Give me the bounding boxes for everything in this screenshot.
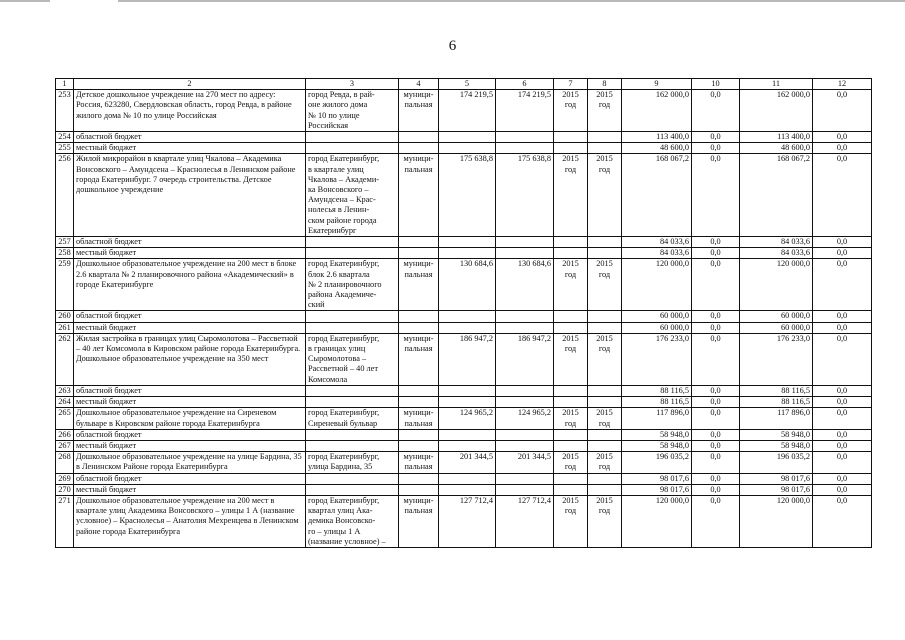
funding-regional-cell: 48 600,0 [740, 143, 813, 154]
estimated-cost-cell [439, 322, 496, 333]
estimated-cost-total-cell [496, 237, 554, 248]
header-cell: 2 [74, 79, 306, 90]
estimated-cost-cell [439, 484, 496, 495]
funding-other-cell: 0,0 [813, 333, 872, 385]
estimated-cost-total-cell: 174 219,5 [496, 90, 554, 132]
table-row [56, 333, 872, 385]
funding-regional-cell: 196 035,2 [740, 452, 813, 473]
funding-other-cell: 0,0 [813, 322, 872, 333]
estimated-cost-total-cell: 186 947,2 [496, 333, 554, 385]
funding-total-cell: 84 033,6 [622, 248, 692, 259]
estimated-cost-total-cell [496, 311, 554, 322]
funding-other-cell: 0,0 [813, 90, 872, 132]
funding-total-cell: 120 000,0 [622, 259, 692, 311]
row-number-cell: 270 [56, 484, 74, 495]
header-cell: 12 [813, 79, 872, 90]
funding-other-cell: 0,0 [813, 484, 872, 495]
construction-end-cell: 2015 год [588, 90, 622, 132]
estimated-cost-total-cell: 127 712,4 [496, 495, 554, 547]
construction-end-cell: 2015 год [588, 495, 622, 547]
row-number-cell: 255 [56, 143, 74, 154]
object-description-cell: областной бюджет [74, 311, 306, 322]
funding-other-cell: 0,0 [813, 408, 872, 429]
construction-end-cell: 2015 год [588, 154, 622, 237]
object-description-cell: областной бюджет [74, 132, 306, 143]
row-number-cell: 263 [56, 385, 74, 396]
funding-regional-cell: 117 896,0 [740, 408, 813, 429]
object-description-cell: местный бюджет [74, 440, 306, 451]
funding-regional-cell: 84 033,6 [740, 237, 813, 248]
header-cell: 1 [56, 79, 74, 90]
ownership-type-cell [399, 322, 439, 333]
estimated-cost-total-cell: 124 965,2 [496, 408, 554, 429]
scan-top-edge [118, 0, 905, 2]
header-cell: 6 [496, 79, 554, 90]
construction-start-cell: 2015 год [554, 154, 588, 237]
construction-end-cell [588, 237, 622, 248]
estimated-cost-total-cell [496, 248, 554, 259]
funding-other-cell: 0,0 [813, 259, 872, 311]
row-number-cell: 254 [56, 132, 74, 143]
funding-other-cell: 0,0 [813, 429, 872, 440]
table-row [56, 385, 872, 396]
funding-total-cell: 117 896,0 [622, 408, 692, 429]
budget-table [55, 78, 872, 548]
funding-other-cell: 0,0 [813, 495, 872, 547]
construction-start-cell: 2015 год [554, 333, 588, 385]
estimated-cost-cell [439, 237, 496, 248]
funding-other-cell: 0,0 [813, 248, 872, 259]
funding-other-cell: 0,0 [813, 385, 872, 396]
object-location-cell [306, 237, 399, 248]
object-description-cell: Жилая застройка в границах улиц Сыромолотова – Рассветной – 40 лет Комсомола в Кировском районе города Екатеринбурга. Дошкольное образовательное учреждение на 350 мест [74, 333, 306, 385]
object-description-cell: областной бюджет [74, 385, 306, 396]
construction-end-cell [588, 385, 622, 396]
funding-other-cell: 0,0 [813, 143, 872, 154]
funding-total-cell: 168 067,2 [622, 154, 692, 237]
funding-federal-cell: 0,0 [692, 333, 740, 385]
funding-regional-cell: 58 948,0 [740, 429, 813, 440]
ownership-type-cell: муници- пальная [399, 259, 439, 311]
ownership-type-cell: муници- пальная [399, 90, 439, 132]
funding-federal-cell: 0,0 [692, 90, 740, 132]
object-location-cell: город Екатеринбург, в границах улиц Сыромолотова – Рассветной – 40 лет Комсомола [306, 333, 399, 385]
object-description-cell: Дошкольное образовательное учреждение на 200 мест в квартале улиц Академика Вонсовского – улицы 1 А (название условное) – Краснолесья – Анатолия Мехренцева в Ленинском районе города Екатеринбурга [74, 495, 306, 547]
ownership-type-cell [399, 440, 439, 451]
estimated-cost-cell [439, 311, 496, 322]
construction-end-cell [588, 484, 622, 495]
ownership-type-cell [399, 484, 439, 495]
table-row [56, 484, 872, 495]
header-cell: 9 [622, 79, 692, 90]
header-cell: 10 [692, 79, 740, 90]
estimated-cost-total-cell [496, 397, 554, 408]
estimated-cost-total-cell [496, 385, 554, 396]
estimated-cost-cell: 174 219,5 [439, 90, 496, 132]
estimated-cost-cell [439, 397, 496, 408]
funding-regional-cell: 113 400,0 [740, 132, 813, 143]
object-location-cell: город Екатеринбург, в квартале улиц Чкалова – Академи- ка Вонсовского – Амундсена – Крас- нолесья в Ленин- ском районе города Екатеринбург [306, 154, 399, 237]
object-description-cell: местный бюджет [74, 484, 306, 495]
row-number-cell: 266 [56, 429, 74, 440]
funding-other-cell: 0,0 [813, 397, 872, 408]
funding-total-cell: 48 600,0 [622, 143, 692, 154]
table-row [56, 154, 872, 237]
funding-regional-cell: 98 017,6 [740, 473, 813, 484]
row-number-cell: 269 [56, 473, 74, 484]
row-number-cell: 261 [56, 322, 74, 333]
row-number-cell: 267 [56, 440, 74, 451]
ownership-type-cell: муници- пальная [399, 452, 439, 473]
object-location-cell [306, 484, 399, 495]
funding-total-cell: 162 000,0 [622, 90, 692, 132]
construction-end-cell [588, 311, 622, 322]
object-location-cell [306, 248, 399, 259]
funding-regional-cell: 84 033,6 [740, 248, 813, 259]
scan-top-edge [0, 0, 50, 2]
estimated-cost-cell: 175 638,8 [439, 154, 496, 237]
object-location-cell [306, 143, 399, 154]
construction-end-cell [588, 429, 622, 440]
estimated-cost-cell: 124 965,2 [439, 408, 496, 429]
ownership-type-cell [399, 248, 439, 259]
construction-end-cell: 2015 год [588, 452, 622, 473]
construction-start-cell [554, 397, 588, 408]
construction-start-cell: 2015 год [554, 259, 588, 311]
funding-other-cell: 0,0 [813, 440, 872, 451]
header-cell: 4 [399, 79, 439, 90]
ownership-type-cell [399, 385, 439, 396]
estimated-cost-total-cell: 175 638,8 [496, 154, 554, 237]
construction-start-cell [554, 132, 588, 143]
funding-other-cell: 0,0 [813, 154, 872, 237]
estimated-cost-total-cell [496, 473, 554, 484]
funding-federal-cell: 0,0 [692, 311, 740, 322]
ownership-type-cell [399, 429, 439, 440]
funding-federal-cell: 0,0 [692, 132, 740, 143]
object-location-cell [306, 473, 399, 484]
funding-federal-cell: 0,0 [692, 154, 740, 237]
header-cell: 7 [554, 79, 588, 90]
estimated-cost-total-cell [496, 440, 554, 451]
funding-other-cell: 0,0 [813, 237, 872, 248]
ownership-type-cell [399, 311, 439, 322]
construction-start-cell: 2015 год [554, 90, 588, 132]
estimated-cost-cell: 201 344,5 [439, 452, 496, 473]
construction-start-cell: 2015 год [554, 495, 588, 547]
construction-end-cell: 2015 год [588, 259, 622, 311]
object-description-cell: местный бюджет [74, 322, 306, 333]
object-location-cell: город Екатеринбург, блок 2.6 квартала № 2 планировочного района Академиче- ский [306, 259, 399, 311]
funding-total-cell: 176 233,0 [622, 333, 692, 385]
construction-start-cell [554, 143, 588, 154]
funding-federal-cell: 0,0 [692, 473, 740, 484]
row-number-cell: 268 [56, 452, 74, 473]
construction-start-cell [554, 311, 588, 322]
funding-federal-cell: 0,0 [692, 248, 740, 259]
object-location-cell [306, 429, 399, 440]
funding-total-cell: 60 000,0 [622, 322, 692, 333]
object-location-cell: город Екатеринбург, улица Бардина, 35 [306, 452, 399, 473]
funding-total-cell: 98 017,6 [622, 484, 692, 495]
funding-regional-cell: 168 067,2 [740, 154, 813, 237]
estimated-cost-cell [439, 473, 496, 484]
estimated-cost-cell [439, 385, 496, 396]
table-row [56, 440, 872, 451]
funding-other-cell: 0,0 [813, 132, 872, 143]
construction-start-cell: 2015 год [554, 408, 588, 429]
ownership-type-cell [399, 143, 439, 154]
table-row [56, 90, 872, 132]
ownership-type-cell: муници- пальная [399, 408, 439, 429]
funding-federal-cell: 0,0 [692, 237, 740, 248]
estimated-cost-total-cell [496, 484, 554, 495]
estimated-cost-cell: 127 712,4 [439, 495, 496, 547]
estimated-cost-total-cell [496, 429, 554, 440]
construction-start-cell [554, 484, 588, 495]
construction-start-cell [554, 237, 588, 248]
estimated-cost-cell: 186 947,2 [439, 333, 496, 385]
funding-total-cell: 196 035,2 [622, 452, 692, 473]
table-row [56, 259, 872, 311]
object-location-cell: город Екатеринбург, Сиреневый бульвар [306, 408, 399, 429]
table-row [56, 408, 872, 429]
header-cell: 3 [306, 79, 399, 90]
funding-regional-cell: 60 000,0 [740, 311, 813, 322]
row-number-cell: 256 [56, 154, 74, 237]
page-number: 6 [448, 38, 457, 54]
object-location-cell [306, 311, 399, 322]
table-row [56, 322, 872, 333]
funding-regional-cell: 176 233,0 [740, 333, 813, 385]
object-description-cell: Детское дошкольное учреждение на 270 мест по адресу: Россия, 623280, Свердловская область, город Ревда, в районе жилого дома № 10 по улице Российская [74, 90, 306, 132]
funding-federal-cell: 0,0 [692, 143, 740, 154]
funding-federal-cell: 0,0 [692, 452, 740, 473]
object-description-cell: Дошкольное образовательное учреждение на улице Бардина, 35 в Ленинском Районе города Екатеринбурга [74, 452, 306, 473]
table-row [56, 311, 872, 322]
funding-regional-cell: 60 000,0 [740, 322, 813, 333]
estimated-cost-total-cell: 201 344,5 [496, 452, 554, 473]
funding-federal-cell: 0,0 [692, 322, 740, 333]
table-row [56, 397, 872, 408]
row-number-cell: 257 [56, 237, 74, 248]
object-description-cell: Дошкольное образовательное учреждение на 200 мест в блоке 2.6 квартала № 2 планировочного района «Академический» в городе Екатеринбурге [74, 259, 306, 311]
estimated-cost-total-cell [496, 132, 554, 143]
table-row [56, 495, 872, 547]
funding-total-cell: 58 948,0 [622, 429, 692, 440]
funding-regional-cell: 88 116,5 [740, 397, 813, 408]
funding-total-cell: 98 017,6 [622, 473, 692, 484]
header-cell: 8 [588, 79, 622, 90]
funding-federal-cell: 0,0 [692, 429, 740, 440]
row-number-cell: 258 [56, 248, 74, 259]
construction-start-cell [554, 473, 588, 484]
estimated-cost-cell [439, 440, 496, 451]
funding-federal-cell: 0,0 [692, 385, 740, 396]
estimated-cost-cell [439, 429, 496, 440]
estimated-cost-total-cell: 130 684,6 [496, 259, 554, 311]
object-description-cell: областной бюджет [74, 473, 306, 484]
object-description-cell: Жилой микрорайон в квартале улиц Чкалова – Академика Вонсовского – Амундсена – Краснолесья в Ленинском районе города Екатеринбург. 7 очередь строительства. Детское дошкольное учреждение [74, 154, 306, 237]
construction-end-cell [588, 440, 622, 451]
ownership-type-cell [399, 132, 439, 143]
construction-end-cell [588, 143, 622, 154]
construction-end-cell [588, 473, 622, 484]
funding-federal-cell: 0,0 [692, 397, 740, 408]
row-number-cell: 265 [56, 408, 74, 429]
table-row [56, 248, 872, 259]
table-row [56, 452, 872, 473]
object-description-cell: местный бюджет [74, 397, 306, 408]
construction-start-cell [554, 440, 588, 451]
funding-regional-cell: 58 948,0 [740, 440, 813, 451]
table-body [56, 90, 872, 548]
funding-federal-cell: 0,0 [692, 495, 740, 547]
table-row [56, 237, 872, 248]
funding-total-cell: 60 000,0 [622, 311, 692, 322]
object-description-cell: областной бюджет [74, 429, 306, 440]
table-row [56, 132, 872, 143]
funding-regional-cell: 88 116,5 [740, 385, 813, 396]
estimated-cost-cell [439, 248, 496, 259]
funding-total-cell: 84 033,6 [622, 237, 692, 248]
funding-federal-cell: 0,0 [692, 259, 740, 311]
funding-other-cell: 0,0 [813, 311, 872, 322]
table-row [56, 429, 872, 440]
estimated-cost-cell [439, 143, 496, 154]
object-description-cell: областной бюджет [74, 237, 306, 248]
object-location-cell [306, 132, 399, 143]
funding-total-cell: 58 948,0 [622, 440, 692, 451]
funding-total-cell: 113 400,0 [622, 132, 692, 143]
row-number-cell: 259 [56, 259, 74, 311]
row-number-cell: 253 [56, 90, 74, 132]
funding-federal-cell: 0,0 [692, 440, 740, 451]
funding-federal-cell: 0,0 [692, 408, 740, 429]
table-row [56, 143, 872, 154]
ownership-type-cell [399, 473, 439, 484]
construction-end-cell [588, 248, 622, 259]
row-number-cell: 264 [56, 397, 74, 408]
construction-start-cell: 2015 год [554, 452, 588, 473]
header-cell: 11 [740, 79, 813, 90]
object-description-cell: местный бюджет [74, 248, 306, 259]
row-number-cell: 271 [56, 495, 74, 547]
object-location-cell: город Екатеринбург, квартал улиц Ака- демика Вонсовско- го – улицы 1 А (название условное) – [306, 495, 399, 547]
construction-start-cell [554, 322, 588, 333]
estimated-cost-total-cell [496, 322, 554, 333]
construction-end-cell [588, 322, 622, 333]
object-location-cell [306, 322, 399, 333]
construction-end-cell: 2015 год [588, 408, 622, 429]
estimated-cost-cell: 130 684,6 [439, 259, 496, 311]
funding-regional-cell: 120 000,0 [740, 495, 813, 547]
funding-regional-cell: 162 000,0 [740, 90, 813, 132]
construction-start-cell [554, 385, 588, 396]
object-location-cell [306, 385, 399, 396]
estimated-cost-total-cell [496, 143, 554, 154]
row-number-cell: 262 [56, 333, 74, 385]
table-row [56, 473, 872, 484]
ownership-type-cell [399, 397, 439, 408]
object-description-cell: местный бюджет [74, 143, 306, 154]
construction-end-cell [588, 132, 622, 143]
estimated-cost-cell [439, 132, 496, 143]
ownership-type-cell: муници- пальная [399, 154, 439, 237]
construction-end-cell [588, 397, 622, 408]
funding-other-cell: 0,0 [813, 473, 872, 484]
object-location-cell [306, 397, 399, 408]
funding-federal-cell: 0,0 [692, 484, 740, 495]
construction-start-cell [554, 248, 588, 259]
header-cell: 5 [439, 79, 496, 90]
funding-regional-cell: 98 017,6 [740, 484, 813, 495]
construction-start-cell [554, 429, 588, 440]
column-number-row [56, 79, 872, 90]
construction-end-cell: 2015 год [588, 333, 622, 385]
ownership-type-cell [399, 237, 439, 248]
funding-total-cell: 120 000,0 [622, 495, 692, 547]
ownership-type-cell: муници- пальная [399, 495, 439, 547]
funding-total-cell: 88 116,5 [622, 397, 692, 408]
ownership-type-cell: муници- пальная [399, 333, 439, 385]
row-number-cell: 260 [56, 311, 74, 322]
object-location-cell: город Ревда, в рай- оне жилого дома № 10 по улице Российская [306, 90, 399, 132]
funding-regional-cell: 120 000,0 [740, 259, 813, 311]
funding-total-cell: 88 116,5 [622, 385, 692, 396]
object-description-cell: Дошкольное образовательное учреждение на Сиреневом бульваре в Кировском районе города Екатеринбурга [74, 408, 306, 429]
object-location-cell [306, 440, 399, 451]
funding-other-cell: 0,0 [813, 452, 872, 473]
